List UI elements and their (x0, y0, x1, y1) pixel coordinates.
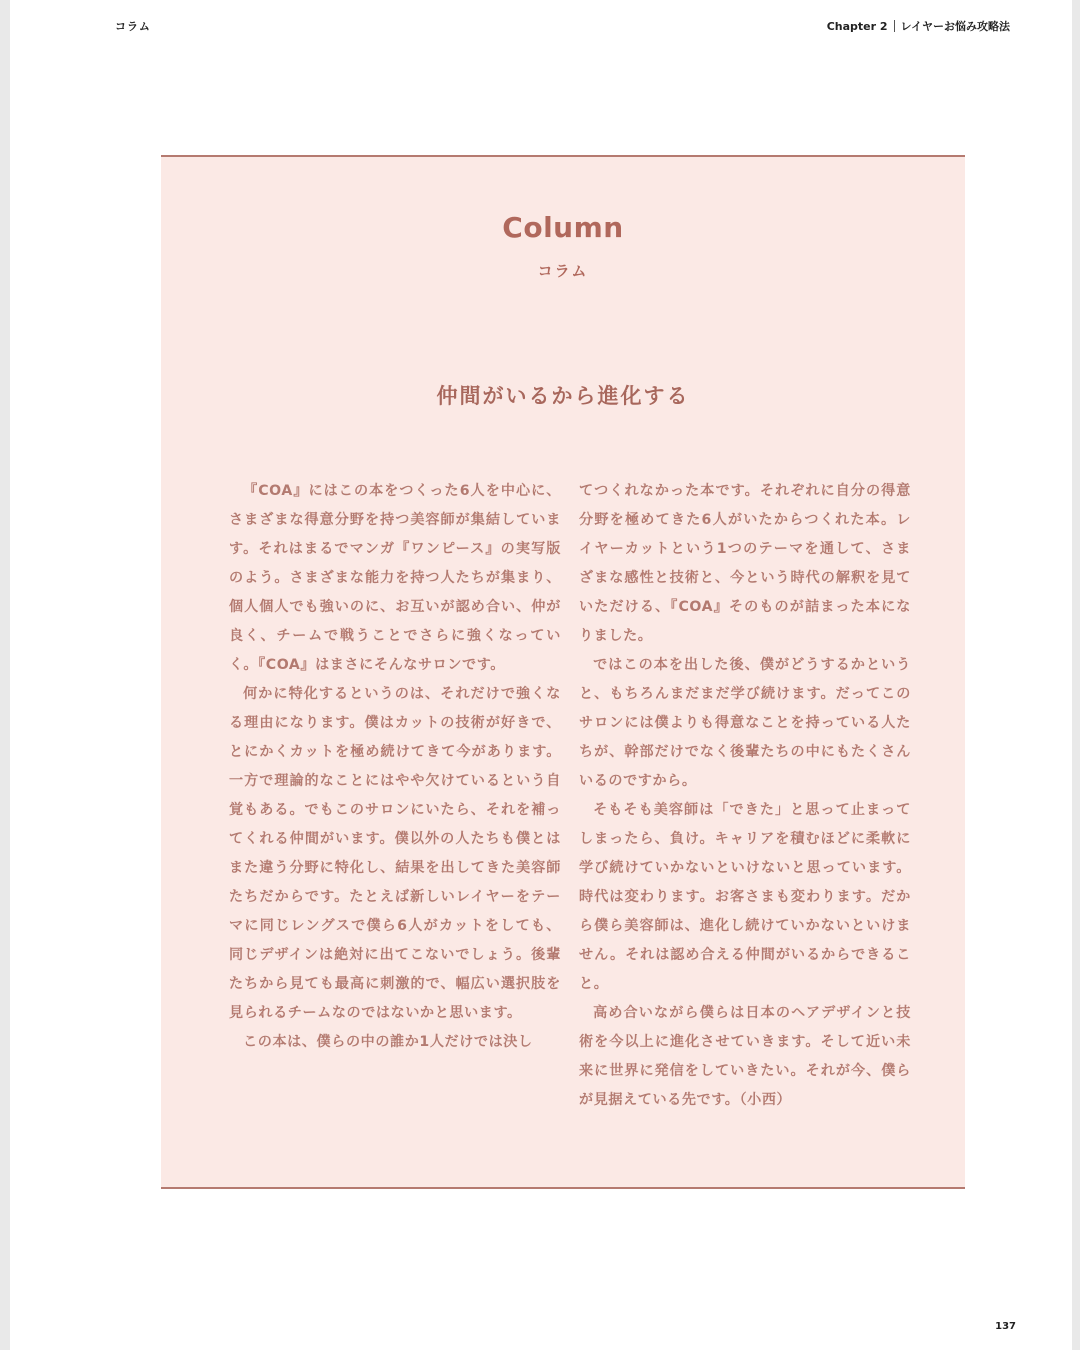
column-box (161, 155, 965, 1189)
column-title: Column (502, 211, 624, 244)
paragraph: そもそも美容師は「できた」と思って止まってしまったら、負け。キャリアを積むほどに柔軟に学び続けていかないといけないと思っています。時代は変わります。お客さまも変わります。だから僕ら美容師は、進化し続けていかないといけません。それは認め合える仲間がいるからできること。 (579, 802, 911, 992)
page-number: 137 (995, 1321, 1016, 1332)
book-page (10, 0, 1072, 1350)
body-column-left (229, 477, 561, 1057)
running-header-chapter (827, 18, 1010, 34)
paragraph: この本は、僕らの中の誰か1人だけでは決し (243, 1034, 533, 1050)
header-separator (894, 20, 895, 32)
column-heading: 仲間がいるから進化する (436, 384, 690, 408)
paragraph: てつくれなかった本です。それぞれに自分の得意分野を極めてきた6人がいたからつくれた本。レイヤーカットという1つのテーマを通して、さまざまな感性と技術と、今という時代の解釈を見ていただける、『COA』そのものが詰まった本になりました。 (579, 483, 911, 644)
paragraph: ではこの本を出した後、僕がどうするかというと、もちろんまだまだ学び続けます。だってこのサロンには僕よりも得意なことを持っている人たちが、幹部だけでなく後輩たちの中にもたくさんいるのですから。 (579, 657, 911, 789)
paragraph: 高め合いながら僕らは日本のヘアデザインと技術を今以上に進化させていきます。そして近い未来に世界に発信をしていきたい。それが今、僕らが見据えている先です。（小西） (579, 1005, 911, 1108)
paragraph: 『COA』にはこの本をつくった6人を中心に、さまざまな得意分野を持つ美容師が集結しています。それはまるでマンガ『ワンピース』の実写版のよう。さまざまな能力を持つ人たちが集まり、個人個人でも強いのに、お互いが認め合い、仲が良く、チームで戦うことでさらに強くなっていく。『COA』はまさにそんなサロンです。 (229, 483, 561, 673)
chapter-number: Chapter 2 (826, 19, 888, 33)
paragraph: 何かに特化するというのは、それだけで強くなる理由になります。僕はカットの技術が好きで、とにかくカットを極め続けてきて今があります。一方で理論的なことにはやや欠けているという自覚もある。でもこのサロンにいたら、それを補ってくれる仲間がいます。僕以外の人たちも僕とはまた違う分野に特化し、結果を出してきた美容師たちだからです。たとえば新しいレイヤーをテーマに同じレングスで僕ら6人がカットをしても、同じデザインは絶対に出てこないでしょう。後輩たちから見ても最高に刺激的で、幅広い選択肢を見られるチームなのではないかと思います。 (229, 686, 561, 1021)
chapter-title: レイヤーお悩み攻略法 (900, 20, 1010, 33)
body-column-right (579, 477, 911, 1115)
running-header-section: コラム (115, 20, 151, 33)
column-subtitle: コラム (537, 262, 589, 280)
